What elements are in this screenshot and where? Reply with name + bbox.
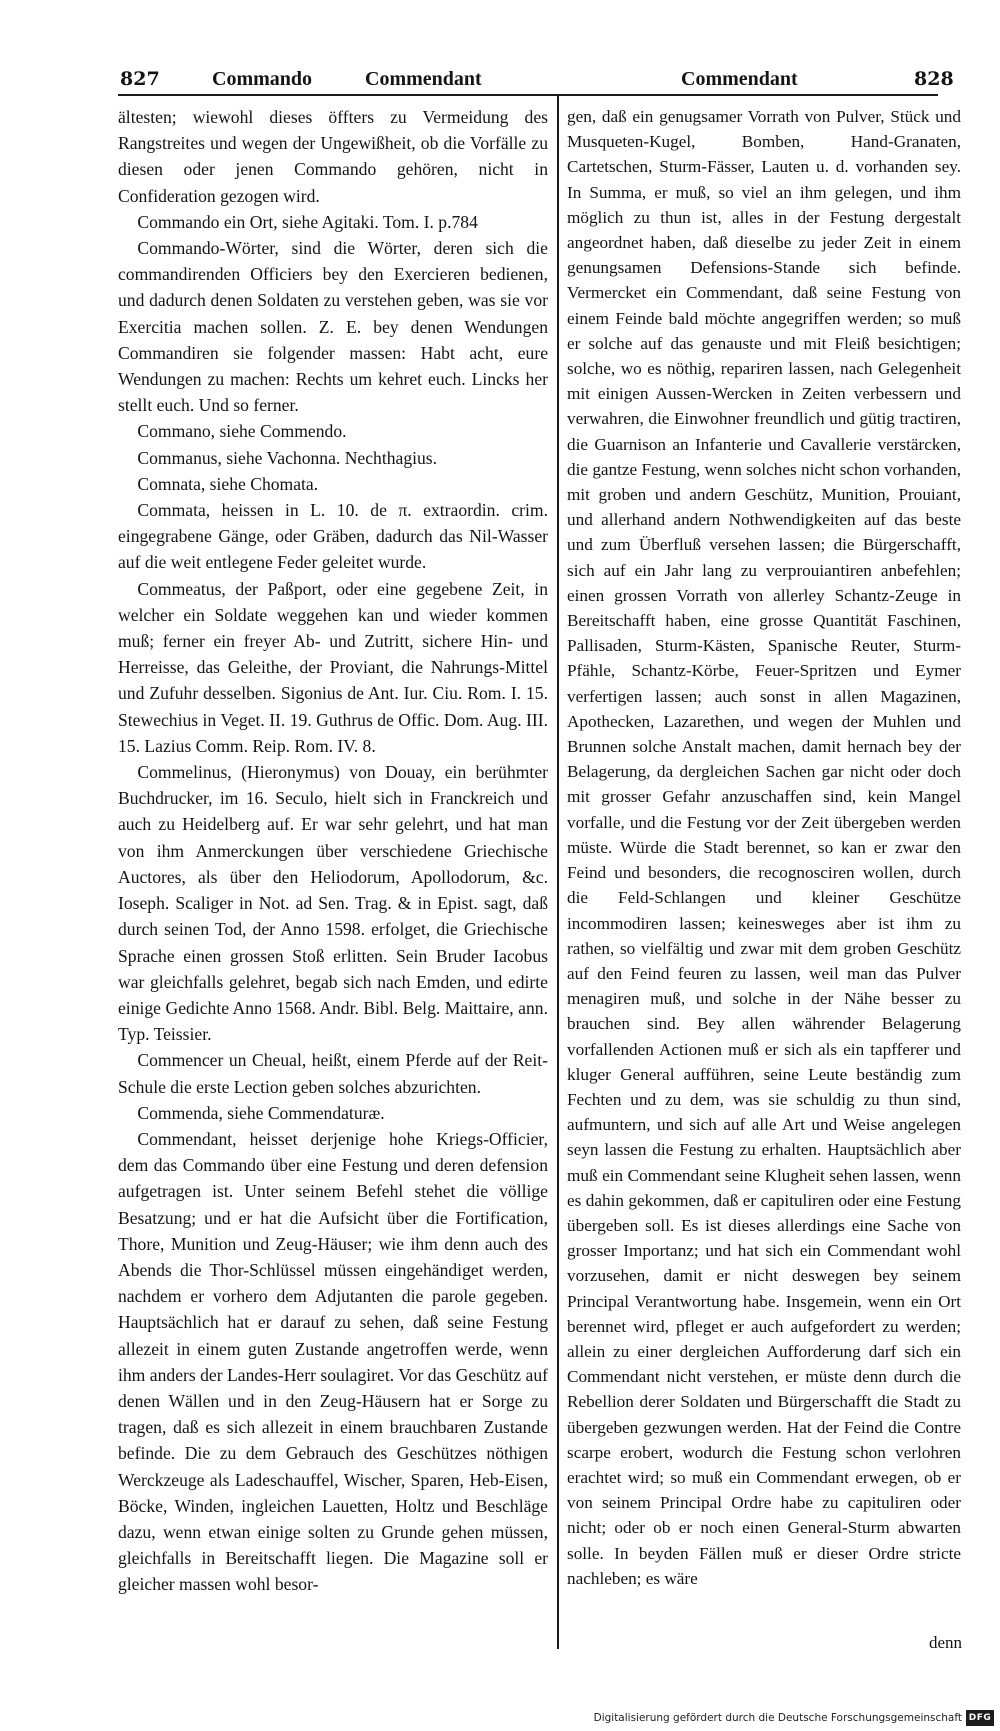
footer — [594, 1708, 994, 1728]
entry-commencer: Commencer un Cheual, heißt, einem Pferde auf der Reit-Schule die erste Lection geben solches abzurichten. — [118, 1050, 548, 1097]
entry-commendant: Commendant, heisset derjenige hohe Kriegs-Officier, dem das Commando über eine Festung und deren defension aufgetragen ist. Unter seinem Befehl stehet die völlige Besatzung; und er hat die Aufsicht über die Fortification, Thore, Munition und Zeug-Häuser; wie ihm denn auch des Abends die Thor-Schlüssel müssen eingehändiget werden, nachdem er vorhero dem Adjutanten die parole gegeben. Hauptsächlich hat er darauf zu sehen, daß seine Festung allezeit in einem guten Zustande angetroffen werde, wenn ihm anders der Landes-Herr soulagiret. Vor das Geschütz auf denen Wällen und in den Zeug-Häusern hat er Sorge zu tragen, daß es sich allezeit in einem brauchbaren Zustande befinde. Die zu dem Gebrauch des Geschützes nöthigen Werckzeuge als Ladeschauffel, Wischer, Sparen, Heb-Eisen, Böcke, Winden, ingleichen Lauetten, Holtz und Beschläge dazu, wenn etwan einige solten zu Grunde gehen müssen, gleichfalls in Bereitschafft liegen. Die Magazine soll er gleicher massen wohl besor- — [118, 1128, 548, 1595]
entry-commeatus: Commeatus, der Paßport, oder eine gegebene Zeit, in welcher ein Soldate weggehen kan und wieder kommen muß; ferner ein freyer Ab- und Zutritt, sichere Hin- und Herreisse, das Geleithe, der Proviant, die Nahrungs-Mittel und Zufuhr desselben. Sigonius de Ant. Iur. Ciu. Rom. I. 15. Stewechius in Veget. II. 19. Guthrus de Offic. Dom. Aug. III. 15. Lazius Comm. Reip. Rom. IV. 8. — [118, 578, 548, 756]
entry-comnata: Comnata, siehe Chomata. — [137, 473, 319, 494]
entry-commando-woerter: Commando-Wörter, sind die Wörter, deren sich die commandirenden Officiers bey den Exercieren bedienen, und dadurch denen Soldaten zu verstehen geben, was sie vor Exercitia machen sollen. Z. E. bey denen Wendungen Commandiren sie folgender massen: Habt acht, eure Wendungen zu machen: Rechts um kehret euch. Lincks her stellt euch. Und so ferner. — [118, 238, 548, 416]
left-column-number: 827 — [120, 68, 160, 90]
right-column — [567, 104, 961, 1649]
header-rule — [118, 94, 938, 96]
entry-commenda: Commenda, siehe Commendaturæ. — [137, 1102, 385, 1123]
funding-credit: Digitalisierung gefördert durch die Deutsche Forschungsgemeinschaft — [593, 1712, 962, 1724]
catchword: denn — [928, 1633, 962, 1652]
center-running-head: Commendant — [365, 68, 482, 90]
entry-commanus: Commanus, siehe Vachonna. Nechthagius. — [137, 447, 438, 468]
dfg-logo: DFG — [966, 1710, 994, 1726]
entry-commano: Commano, siehe Commendo. — [137, 421, 347, 442]
entry-commata: Commata, heissen in L. 10. de π. extraordin. crim. eingegrabene Gänge, oder Gräben, dadurch das Nil-Wasser auf die weit entlegene Feder geleitet wurde. — [118, 500, 548, 573]
column-divider — [557, 96, 559, 1649]
entry-commelinus: Commelinus, (Hieronymus) von Douay, ein berühmter Buchdrucker, im 16. Seculo, hielt sich in Franckreich und auch zu Heidelberg auf. Er war sehr gelehrt, und hat man von ihm Anmerckungen über verschiedene Griechische Auctores, als über den Heliodorum, Apollodorum, &c. Ioseph. Scaliger in Not. ad Sen. Trag. & in Epist. sagt, daß durch seinen Tod, der Anno 1598. erfolget, die Griechische Sprache einen grossen Stoß erlitten. Sein Bruder Iacobus war gleichfalls gelehret, begab sich nach Emden, und edirte einige Gedichte Anno 1568. Andr. Bibl. Belg. Maittaire, ann. Typ. Teissier. — [118, 762, 548, 1045]
left-running-head: Commando — [212, 68, 313, 90]
right-column-number: 828 — [914, 68, 954, 90]
right-running-head: Commendant — [681, 68, 798, 90]
left-column — [118, 104, 548, 1649]
paragraph-continued: gen, daß ein genugsamer Vorrath von Pulver, Stück und Musqueten-Kugel, Bomben, Hand-Granaten, Cartetschen, Sturm-Fässer, Lauten u. d. vorhanden sey. In Summa, er muß, so viel an ihm gelegen, und ihm möglich zu thun ist, alles in der Festung dergestalt angeordnet haben, daß dieselbe zu jeder Zeit in einem genungsamen Defensions-Stande sich befinde. Vermercket ein Commendant, daß seine Festung von einem Feinde bald möchte angegriffen werden; so muß er solche auf das genauste und mit Fleiß besichtigen; solche, wo es nöthig, repariren lassen, nach Gelegenheit mit einigen Aussen-Wercken in Zeiten verbessern und verwahren, die Einwohner freundlich und gütig tractiren, die Guarnison an Infanterie und Cavallerie verstärcken, die gantze Festung, wenn solches nicht schon vorhanden, mit groben und andern Geschütz, Munition, Prouiant, und allerhand andern Nothwendigkeiten auf das beste und zum Überfluß versehen lassen; die Bürgerschafft, sich auf ein Jahr lang zu verprouiantiren anbefehlen; einen grossen Vorrath von allerley Schantz-Zeuge in Bereitschafft haben, eine grosse Quantität Faschinen, Pallisaden, Sturm-Kästen, Spanische Reuter, Sturm-Pfähle, Schantz-Körbe, Feuer-Spritzen und Eymer verfertigen lassen; auch sonst in allen Magazinen, Apothecken, Lazarethen, und wegen der Muhlen und Brunnen solche Anstalt machen, damit hernach bey der Belagerung, da dergleichen Sachen gar nicht oder doch mit grosser Gefahr anzuschaffen sind, kein Mangel vorfalle, und die Festung vor der Zeit übergeben werden müste. Würde die Stadt berennet, so kan er zwar den Feind und besonders, die recognosciren wollen, durch die Feld-Schlangen und kleiner Geschütze incommodiren lassen; keinesweges aber ist ihm zu rathen, so vielfältig und zwar mit dem groben Geschütz auf den Feind feuren zu lassen, weil man das Pulver menagiren muß, und solche in der Nähe besser zu brauchen sind. Bey allen währender Belagerung vorfallenden Actionen muß er sich als ein tapfferer und kluger General aufführen, seine Leute beständig zum Fechten und zu dem, was sie schuldig zu thun sind, aufmuntern, und sich auf alle Art und Weise angelegen seyn lassen die Festung zu erhalten. Hauptsächlich aber muß ein Commendant seine Klugheit sehen lassen, wenn es dahin gekommen, daß er capituliren oder eine Festung übergeben soll. Es ist dieses allerdings eine Sache von grosser Importanz; und hat sich ein Commendant wohl vorzusehen, damit er nicht deswegen bey seinem Principal Verantwortung habe. Insgemein, wenn ein Ort berennet wird, pfleget er auch aufgefordert zu werden; allein zu einer dergleichen Aufforderung darf sich ein Commendant nicht verstehen, er müste denn durch die Rebellion derer Soldaten und Bürgerschafft die Stadt zu übergeben gezwungen werden. Hat der Feind die Contre scarpe erobert, wodurch die Festung schon verlohren erachtet wird; so muß ein Commendant erwegen, ob er von seinem Principal Ordre habe zu capituliren oder nicht; oder ob er noch einen General-Sturm abwarten solle. In beyden Fällen muß er dieser Ordre stricte nachleben; es wäre — [567, 107, 961, 1588]
paragraph: ältesten; wiewohl dieses öffters zu Vermeidung des Rangstreites und wegen der Ungewißheit, ob die Vorfälle zu diesen oder jenen Commando gehören, nicht in Confideration gezogen wird. — [118, 107, 548, 206]
entry-commando: Commando ein Ort, siehe Agitaki. Tom. I. p.784 — [137, 211, 478, 232]
